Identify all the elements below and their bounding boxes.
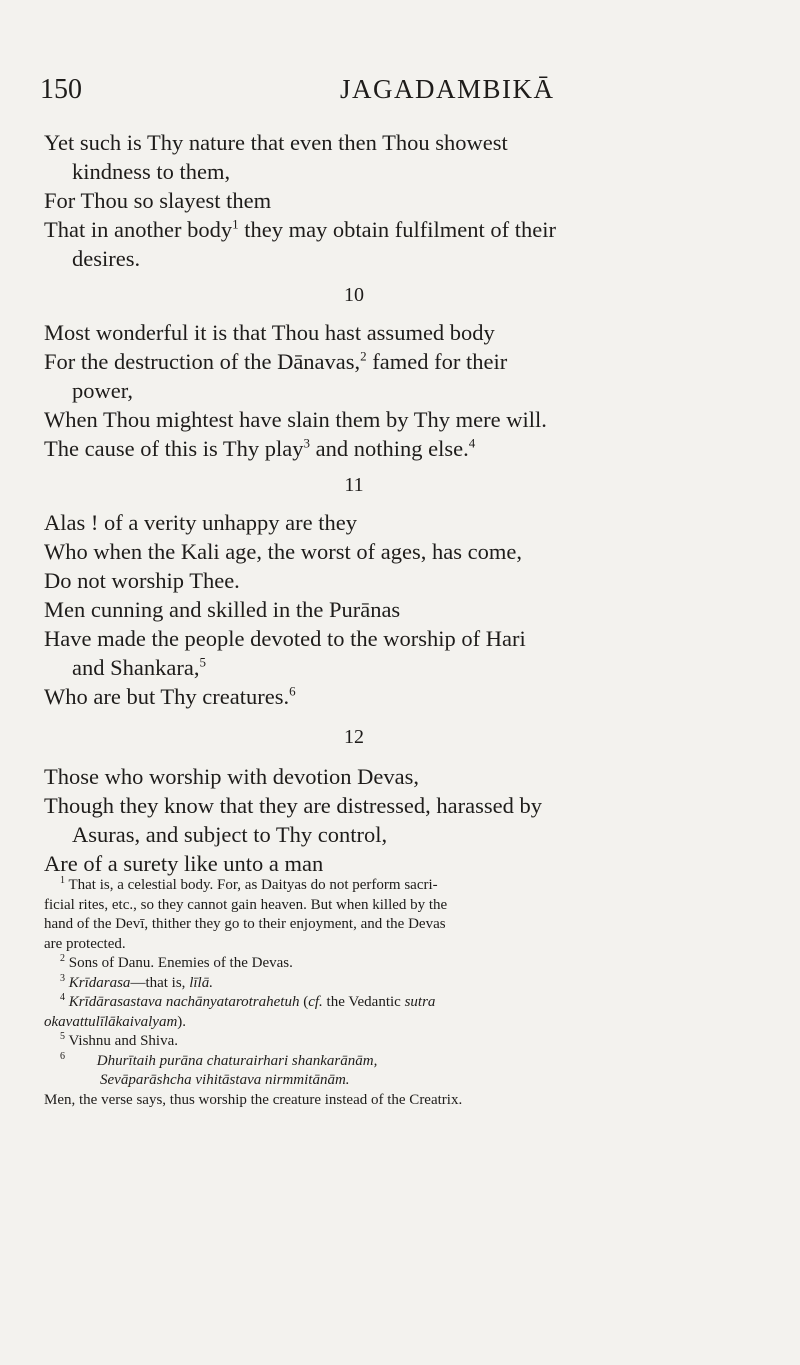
footnote-term: Krīdārasastava nachānyatarotrahetuh bbox=[68, 994, 300, 1010]
footnote-term: līlā. bbox=[189, 974, 213, 991]
footnote-mark: 2 bbox=[60, 953, 65, 964]
footnote-ref: 6 bbox=[289, 683, 296, 699]
footnote-line: ficial rites, etc., so they cannot gain heaven. But when killed by the bbox=[44, 896, 448, 913]
verse-line: Who when the Kali age, the worst of ages, has come, bbox=[44, 539, 522, 564]
footnote-5 bbox=[44, 1032, 756, 1052]
verse-line: Have made the people devoted to the worship of Hari bbox=[44, 626, 526, 651]
footnote-line bbox=[44, 1013, 756, 1033]
verse-line: Asuras, and subject to Thy control, bbox=[72, 822, 388, 847]
verse-line: Yet such is Thy nature that even then Thou showest bbox=[44, 130, 508, 155]
verse-number: 11 bbox=[344, 474, 364, 496]
footnote-line: are protected. bbox=[44, 935, 126, 952]
footnote-term: sutra bbox=[404, 994, 436, 1010]
verse-number: 12 bbox=[344, 726, 364, 748]
footnote-text: —that is, bbox=[130, 974, 190, 991]
footnote-mark: 1 bbox=[60, 875, 65, 886]
footnote-verse: Sevāparāshcha vihitāstava nirmmitānām. bbox=[100, 1072, 350, 1088]
verse-line: Alas ! of a verity unhappy are they bbox=[44, 510, 358, 535]
footnote-3 bbox=[44, 974, 756, 994]
verse-line bbox=[44, 215, 764, 244]
footnote-term: Krīdarasa bbox=[68, 974, 131, 991]
verse-line: Men cunning and skilled in the Purānas bbox=[44, 597, 401, 622]
verse-10 bbox=[44, 318, 764, 463]
verse-number: 10 bbox=[344, 284, 364, 306]
verse-line: Most wonderful it is that Thou hast assumed body bbox=[44, 320, 495, 345]
footnote-mark: 3 bbox=[60, 972, 65, 984]
verse-line: kindness to them, bbox=[72, 159, 231, 184]
verse-line: When Thou mightest have slain them by Thy mere will. bbox=[44, 407, 547, 432]
footnote-ref: 5 bbox=[199, 654, 206, 670]
verse-line: For Thou so slayest them bbox=[44, 188, 272, 213]
footnote-ref: 4 bbox=[468, 435, 476, 451]
footnote-mark: 6 bbox=[60, 1050, 65, 1062]
verse-text: and Shankara, bbox=[72, 655, 200, 680]
footnote-ref: 3 bbox=[303, 435, 311, 451]
verse-line: desires. bbox=[72, 246, 141, 271]
footnote-4 bbox=[44, 993, 756, 1013]
footnote-text: ( bbox=[299, 994, 309, 1010]
verse-line: Do not worship Thee. bbox=[44, 568, 240, 593]
footnote-mark: 5 bbox=[60, 1031, 65, 1042]
footnote-line: hand of the Devī, thither they go to their enjoyment, and the Devas bbox=[44, 916, 446, 932]
verse-text: For the destruction of the Dānavas, bbox=[44, 349, 361, 374]
footnote-2 bbox=[44, 954, 756, 974]
verse-text: and nothing else. bbox=[310, 436, 469, 461]
running-head: JAGADAMBIKĀ bbox=[340, 74, 555, 104]
verse-12 bbox=[44, 762, 764, 878]
verse-line bbox=[44, 682, 764, 711]
verse-text: Who are but Thy creatures. bbox=[44, 684, 290, 709]
footnote-line: Men, the verse says, thus worship the creature instead of the Creatrix. bbox=[44, 1091, 463, 1108]
footnote-ref: 1 bbox=[232, 216, 239, 232]
verse-line bbox=[44, 347, 764, 376]
page-number: 150 bbox=[40, 74, 82, 105]
footnote-line bbox=[44, 1071, 756, 1091]
verse-text: The cause of this is Thy play bbox=[44, 436, 304, 461]
verse-line bbox=[44, 653, 764, 682]
verse-line: Though they know that they are distressed, harassed by bbox=[44, 793, 542, 818]
footnote-text: ). bbox=[177, 1013, 187, 1030]
footnote-text: Vishnu and Shiva. bbox=[68, 1033, 178, 1049]
footnote-verse: Dhurītaih purāna chaturairhari shankarānām, bbox=[96, 1052, 378, 1069]
footnote-ref: 2 bbox=[360, 348, 367, 364]
verse-line bbox=[44, 434, 764, 463]
verse-text: That in another body bbox=[44, 217, 233, 242]
footnote-6 bbox=[44, 1052, 756, 1072]
stanza-continuation bbox=[44, 128, 764, 273]
verse-line: power, bbox=[72, 378, 133, 403]
verse-text: they may obtain fulfilment of their bbox=[238, 217, 556, 242]
footnote-text: the Vedantic bbox=[322, 994, 405, 1010]
footnote-term: cf. bbox=[308, 994, 323, 1010]
footnotes bbox=[44, 876, 756, 1110]
footnote-1 bbox=[44, 876, 756, 896]
footnote-text: Sons of Danu. Enemies of the Devas. bbox=[68, 955, 293, 971]
footnote-term: okavattulīlākaivalyam bbox=[44, 1013, 178, 1030]
footnote-mark: 4 bbox=[60, 992, 65, 1003]
verse-line: Those who worship with devotion Devas, bbox=[44, 764, 419, 789]
verse-text: famed for their bbox=[366, 349, 508, 374]
footnote-text: That is, a celestial body. For, as Daityas do not perform sacri- bbox=[68, 877, 438, 893]
page-header bbox=[40, 74, 760, 114]
verse-line: Are of a surety like unto a man bbox=[44, 851, 324, 876]
verse-11 bbox=[44, 508, 764, 711]
